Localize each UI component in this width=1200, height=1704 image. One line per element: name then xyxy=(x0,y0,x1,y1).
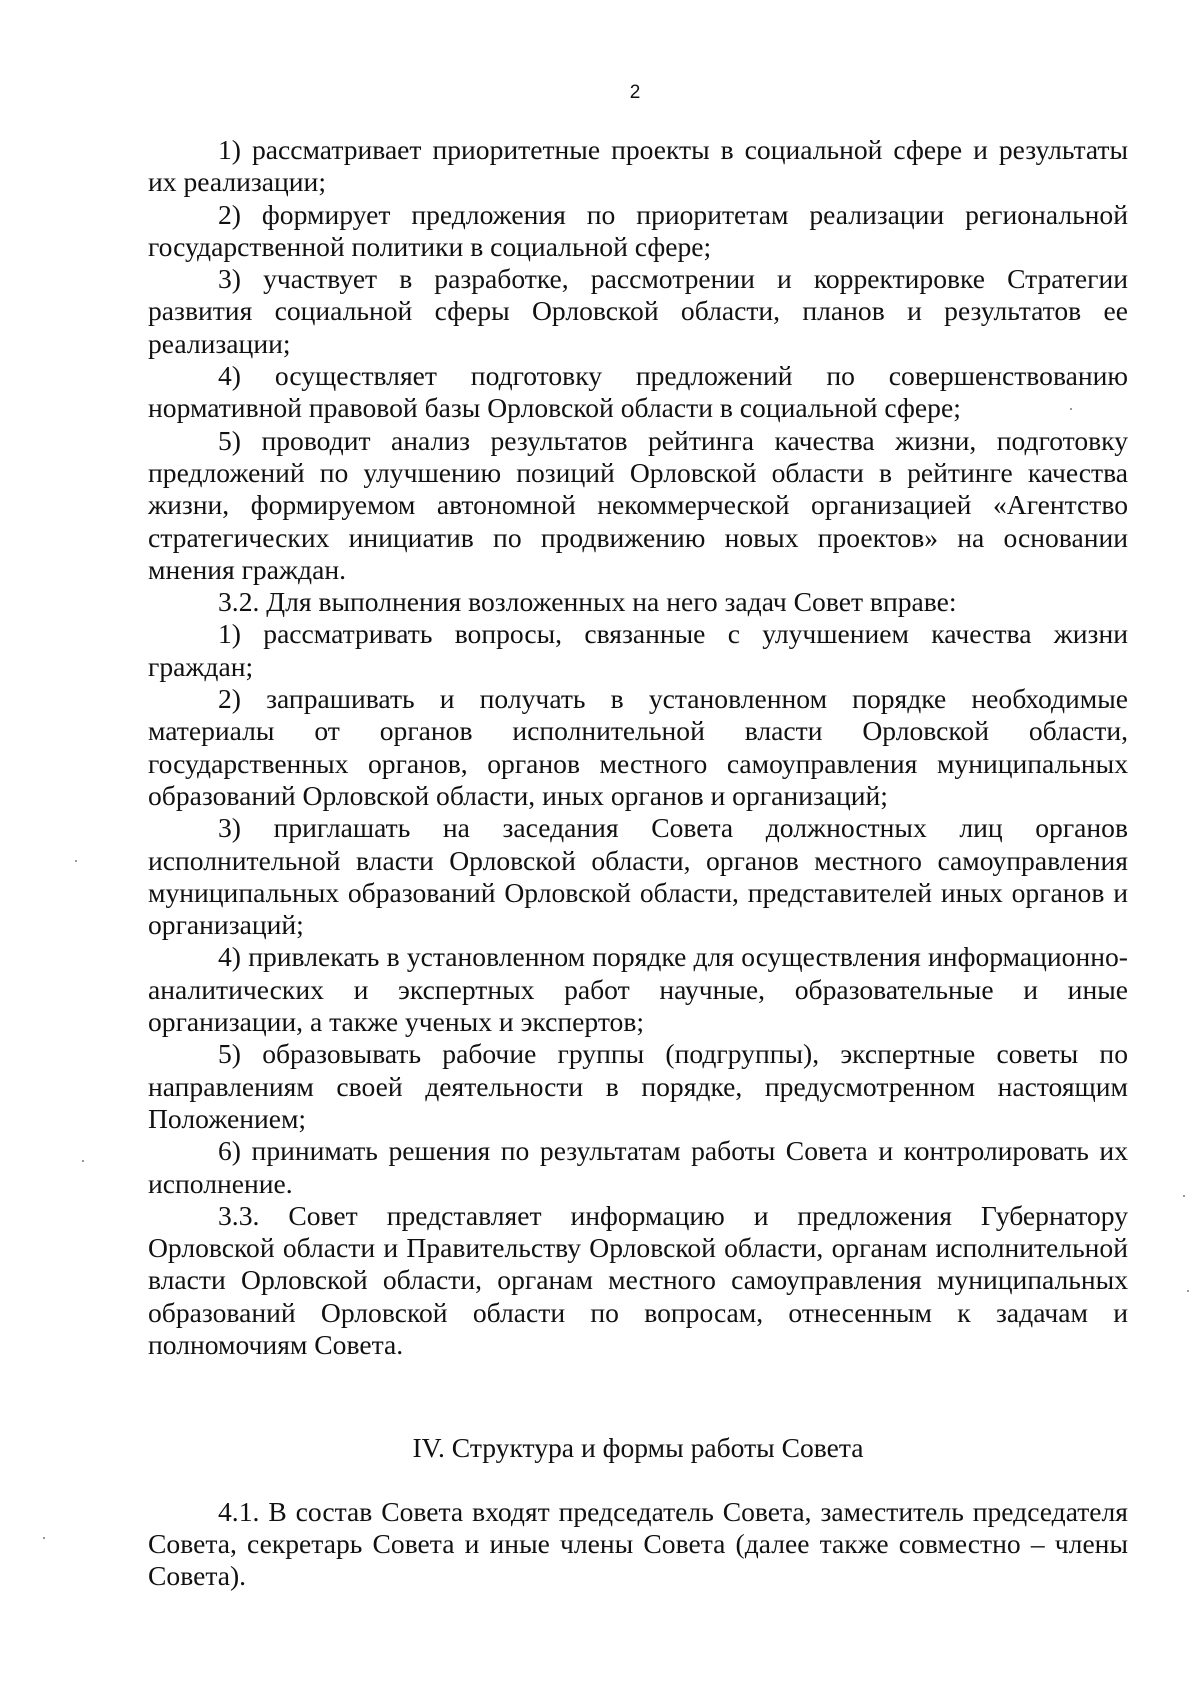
clause-4-1: 4.1. В состав Совета входят председатель Совета, заместитель председателя Совета, секретарь Совета и иные члены Совета (далее также совместно – члены Совета). xyxy=(148,1495,1128,1592)
clause-3-2-item-1: 1) рассматривать вопросы, связанные с улучшением качества жизни граждан; xyxy=(148,618,1128,682)
scan-speck xyxy=(75,860,77,862)
clause-3-1-item-5: 5) проводит анализ результатов рейтинга качества жизни, подготовку предложений по улучшению позиций Орловской области в рейтинге качества жизни, формируемом автономной некоммерческой организацией «Агентство стратегических инициатив по продвижению новых проектов» на основании мнения граждан. xyxy=(148,424,1128,585)
scan-speck xyxy=(1183,1195,1185,1197)
clause-3-2: 3.2. Для выполнения возложенных на него задач Совет вправе: xyxy=(218,586,957,618)
clause-3-2-item-3: 3) приглашать на заседания Совета должностных лиц органов исполнительной власти Орловской области, органов местного самоуправления муниципальных образований Орловской области, представителей иных органов и организаций; xyxy=(148,812,1128,941)
clause-3-1-item-4: 4) осуществляет подготовку предложений по совершенствованию нормативной правовой базы Орловской области в социальной сфере; xyxy=(148,360,1128,424)
clause-3-1-item-3: 3) участвует в разработке, рассмотрении и корректировке Стратегии развития социальной сферы Орловской области, планов и результатов ее реализации; xyxy=(148,263,1128,359)
clause-3-2-item-5: 5) образовывать рабочие группы (подгруппы), экспертные советы по направлениям своей деятельности в порядке, предусмотренном настоящим Положением; xyxy=(148,1038,1128,1134)
clause-3-1-item-1: 1) рассматривает приоритетные проекты в социальной сфере и результаты их реализации; xyxy=(148,134,1128,198)
clause-3-2-item-4: 4) привлекать в установленном порядке для осуществления информационно-аналитических и экспертных работ научные, образовательные и иные организации, а также ученых и экспертов; xyxy=(148,941,1128,1038)
scan-speck xyxy=(82,1160,84,1162)
scan-speck xyxy=(1187,1290,1189,1292)
section-4-heading: IV. Структура и формы работы Совета xyxy=(412,1432,864,1464)
clause-3-1-item-2: 2) формирует предложения по приоритетам реализации региональной государственной политики в социальной сфере; xyxy=(148,198,1128,262)
clause-3-3: 3.3. Совет представляет информацию и предложения Губернатору Орловской области и Правительству Орловской области, органам исполнительной власти Орловской области, органам местного самоуправления муниципальных образований Орловской области по вопросам, отнесенным к задачам и полномочиям Совета. xyxy=(148,1199,1128,1360)
clause-3-2-item-2: 2) запрашивать и получать в установленном порядке необходимые материалы от органов исполнительной власти Орловской области, государственных органов, органов местного самоуправления муниципальных образований Орловской области, иных органов и организаций; xyxy=(148,683,1128,811)
scan-speck xyxy=(1070,408,1072,410)
scan-speck xyxy=(43,1537,45,1539)
clause-3-2-item-6: 6) принимать решения по результатам работы Совета и контролировать их исполнение. xyxy=(148,1135,1128,1199)
page-number: 2 xyxy=(629,82,641,103)
document-body xyxy=(148,134,1128,1592)
